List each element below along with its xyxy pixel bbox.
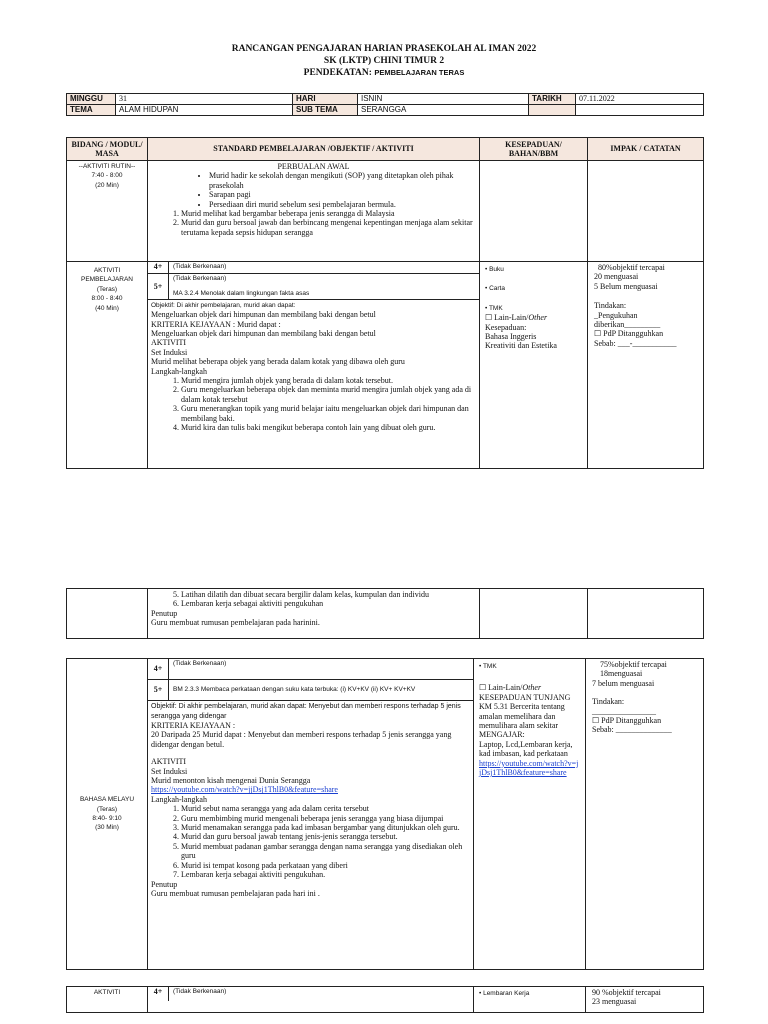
row2-pengukuhan: _Pengukuhan diberikan_________ [594, 310, 661, 330]
row5-impak-2: 23 menguasai [592, 997, 637, 1007]
row4-kriteria-1: 20 Daripada 25 Murid dapat : Menyebut dan memberi respons terhadap 5 jenis serangga yang didengar dengan betul. [151, 730, 452, 749]
row3-penutup-text: Guru membuat rumusan pembelajaran pada harinini. [151, 618, 320, 628]
kes-kesepaduan: Kesepaduan: [485, 322, 527, 332]
row4-steps [151, 804, 470, 879]
row5-lvl4-text: (Tidak Berkenaan) [173, 988, 227, 995]
row4-lvl5: 5+ [148, 680, 169, 701]
col-standard: STANDARD PEMBELAJARAN /OBJEKTIF / AKTIVITI [148, 138, 480, 161]
row4-activity [148, 659, 474, 970]
row4-impak-1: 75%objektif tercapai [600, 660, 667, 669]
list-item: 2. Murid dan guru bersoal jawab dan berbincang mengenai kepentingan menjaga alam sekitar terutama kepada sepsis hidupan serangga [181, 218, 476, 237]
row4-lvl4-text: (Tidak Berkenaan) [169, 659, 474, 680]
row2-impak [588, 262, 704, 469]
list-item: 1. Murid melihat kad bergambar beberapa jenis serangga di Malaysia [181, 209, 476, 218]
row4-tindakan: Tindakan: [592, 697, 625, 707]
row4-body [148, 701, 473, 899]
row4-kes-tmk: • TMK [479, 663, 497, 670]
row2-pdp: ☐ PdP Ditangguhkan [594, 329, 664, 339]
row2-aktiviti: AKTIVITI [151, 338, 187, 348]
row4-kes-lain-label: ☐ Lain-Lain/ [479, 683, 523, 693]
kes-carta: • Carta [485, 285, 505, 293]
col-impak: IMPAK / CATATAN [588, 138, 704, 161]
row3-impak [588, 589, 704, 639]
row4-impak-2: 18menguasai [600, 669, 643, 679]
row3-kesepaduan [480, 589, 588, 639]
row4-kes-tunjang: KESEPADUAN TUNJANG [479, 692, 571, 702]
row1-impak [588, 161, 704, 262]
list-item: 7. Lembaran kerja sebagai aktiviti pengukuhan. [181, 870, 470, 879]
kes-kreativiti: Kreativiti dan Estetika [485, 341, 557, 351]
row5-impak [586, 987, 704, 1013]
row4-set-induksi: Set Induksi [151, 766, 188, 776]
row4-induksi-text: Murid menonton kisah mengenai Dunia Serangga [151, 776, 311, 786]
row2-body [148, 300, 479, 434]
approach-line [0, 68, 768, 78]
row2-kesepaduan [480, 262, 588, 469]
row4-bidang-3: 8:40- 9:10 [92, 815, 122, 822]
minggu-value: 31 [116, 94, 293, 105]
kes-bi: Bahasa Inggeris [485, 332, 537, 342]
row4-impak [586, 659, 704, 970]
minggu-label: MINGGU [67, 94, 116, 105]
row4-impak-3: 7 belum menguasai [592, 678, 655, 688]
tarikh-value: 07.11.2022 [576, 94, 704, 105]
row2-levels [148, 262, 479, 300]
row2-lvl5-cell [169, 274, 480, 300]
row1-bidang [67, 161, 148, 262]
row1-activity [148, 161, 480, 262]
tarikh-label: TARIKH [529, 94, 576, 105]
row2-sebab: Sebab: ___-___________ [594, 338, 677, 348]
row4-bidang [67, 659, 148, 970]
row2-kriteria-1: Mengeluarkan objek dari himpunan dan membilang baki dengan betul [151, 329, 376, 339]
row5-kesepaduan: • Lembaran Kerja [474, 987, 586, 1013]
tema-label: TEMA [67, 105, 116, 116]
row4-kriteria: KRITERIA KEJAYAAN : [151, 721, 236, 730]
row1-title: PERBUALAN AWAL [277, 162, 350, 171]
list-item: • Sarapan pagi [209, 190, 476, 199]
row2-kriteria: KRITERIA KEJAYAAN : Murid dapat : [151, 319, 281, 329]
tema-value: ALAM HIDUPAN [116, 105, 293, 116]
row3-penutup: Penutup [151, 608, 178, 618]
col-bidang: BIDANG / MODUL/ MASA [67, 138, 148, 161]
approach-label: PENDEKATAN: [303, 68, 372, 78]
list-item: 3. Guru menerangkan topik yang murid belajar iaitu mengeluarkan objek dari himpunan dan membilang baki. [181, 404, 476, 423]
list-item: • Murid hadir ke sekolah dengan mengikuti (SOP) yang ditetapkan oleh pihak prasekolah [209, 171, 476, 190]
row2-induksi-text: Murid melihat beberapa objek yang berada dalam kotak yang dibawa oleh guru [151, 357, 405, 367]
list-item: • Persediaan diri murid sebelum sesi pembelajaran bermula. [209, 200, 476, 209]
row4-kes-link[interactable]: https://youtube.com/watch?v=jjDsj1ThlB0&feature=share [479, 758, 579, 778]
row3-steps [151, 590, 476, 609]
row4-kes-bahan: Laptop, Lcd,Lembaran kerja, kad imbasan, kad perkataan [479, 739, 573, 759]
hari-label: HARI [293, 94, 358, 105]
continuation-table [66, 588, 704, 639]
row4-levels [148, 659, 473, 701]
list-item: 2. Guru membimbing murid mengenali beberapa jenis serangga yang biasa dijumpai [181, 814, 470, 823]
kes-lain [485, 313, 582, 322]
row2-objektif-label: Objektif: Di akhir pembelajaran, murid akan dapat: [151, 301, 296, 309]
row4-bidang-1: BAHASA MELAYU [79, 796, 135, 804]
school-name: SK (LKTP) CHINI TIMUR 2 [323, 56, 445, 66]
row2-set-induksi: Set Induksi [151, 347, 188, 357]
meta-blank-2 [576, 105, 704, 116]
row4-line: ________________ [592, 706, 656, 716]
row5-activity [148, 987, 474, 1013]
row4-video-link[interactable]: https://youtube.com/watch?v=jjDsj1ThlB0&feature=share [151, 785, 338, 795]
row2-objektif: Mengeluarkan objek dari himpunan dan membilang baki dengan betul [151, 310, 376, 320]
row2-bidang [67, 262, 148, 469]
row2-activity [148, 262, 480, 469]
row2-lvl4: 4+ [148, 262, 169, 274]
subtema-value: SERANGGA [358, 105, 529, 116]
hari-value: ISNIN [358, 94, 529, 105]
row4-langkah: Langkah-langkah [151, 794, 207, 804]
row2-langkah: Langkah-langkah [151, 366, 207, 376]
row5-impak-1: 90 %objektif tercapai [592, 988, 661, 997]
row4-penutup-text: Guru membuat rumusan pembelajaran pada hari ini . [151, 888, 320, 898]
row2-impak-1: 80%objektif tercapai [598, 263, 665, 272]
row2-lvl5-text1: (Tidak Berkenaan) [173, 275, 227, 282]
row4-kes-lain [479, 683, 580, 692]
row4-aktiviti: AKTIVITI [151, 757, 187, 767]
row4-bidang-2: (Teras) [96, 805, 118, 813]
row4-objektif: Objektif: Di akhir pembelajaran, murid akan dapat: Menyebut dan memberi respons terhadap 5 jenis serangga yang didengar [151, 703, 461, 720]
row2-bidang-1: AKTIVITI PEMBELAJARAN [80, 267, 134, 284]
list-item: 6. Murid isi tempat kosong pada perkataan yang diberi [181, 861, 470, 870]
kes-lain-label: ☐ Lain-Lain/ [485, 313, 529, 323]
row1-bidang-1: --AKTIVITI RUTIN-- [78, 163, 136, 170]
row2-steps [151, 376, 476, 432]
lesson-table [66, 137, 704, 469]
row1-bullets [151, 171, 476, 209]
list-item: 4. Murid kira dan tulis baki mengikut beberapa contoh lain yang dibuat oleh guru. [181, 423, 476, 432]
row3-bidang [67, 589, 148, 639]
doc-title: RANCANGAN PENGAJARAN HARIAN PRASEKOLAH AL IMAN 2022 [231, 44, 537, 54]
row4-lvl4: 4+ [148, 659, 169, 680]
row2-impak-2: 20 menguasai [594, 272, 639, 282]
row5-lvl4: 4+ [148, 987, 169, 1001]
col-kesepaduan: KESEPADUAN/ BAHAN/BBM [480, 138, 588, 161]
list-item: 3. Murid menamakan serangga pada kad imbasan bergambar yang ditunjukkan oleh guru. [181, 823, 470, 832]
next-table [66, 986, 704, 1013]
row4-kesepaduan [474, 659, 586, 970]
row4-sebab: Sebab: ______________ [592, 725, 672, 735]
list-item: 5. Latihan dilatih dan dibuat secara bergilir dalam kelas, kumpulan dan individu [181, 590, 476, 599]
list-item: 1. Murid sebut nama serangga yang ada dalam cerita tersebut [181, 804, 470, 813]
row2-lvl4-text: (Tidak Berkenaan) [169, 262, 480, 274]
row1-bidang-3: (20 Min) [95, 181, 119, 189]
row2-tindakan: Tindakan: [594, 301, 627, 311]
row3-activity [148, 589, 480, 639]
row5-bidang: AKTIVITI [67, 987, 148, 1013]
row4-penutup: Penutup [151, 879, 178, 889]
row2-bidang-3: 8:00 - 8:40 [91, 295, 123, 303]
row1-kesepaduan [480, 161, 588, 262]
kes-tmk: • TMK [485, 304, 503, 312]
list-item: 5. Murid membuat padanan gambar serangga dengan nama serangga yang disediakan oleh guru [181, 842, 470, 861]
meta-table [66, 93, 704, 116]
row4-kes-mengajar: MENGAJAR: [479, 730, 525, 740]
row4-pdp: ☐ PdP Ditangguhkan [592, 716, 662, 726]
row2-lvl5: 5+ [148, 274, 169, 300]
row5-levels [148, 987, 473, 1001]
kes-buku: • Buku [485, 266, 504, 273]
row4-kes-km: KM 5.31 Bercerita tentang amalan memelihara dan memulihara alam sekitar [479, 702, 565, 731]
list-item: 6. Lembaran kerja sebagai aktiviti pengukuhan [181, 599, 476, 608]
row2-lvl5-text2: MA 3.2.4 Menolak dalam lingkungan fakta asas [173, 290, 310, 298]
row1-steps [151, 209, 476, 237]
row4-bidang-4: (30 Min) [95, 824, 119, 832]
meta-blank-1 [529, 105, 576, 116]
list-item: 1. Murid mengira jumlah objek yang berada di dalam kotak tersebut. [181, 376, 476, 385]
row2-bidang-2: (Teras) [96, 285, 118, 293]
list-item: 2. Guru mengeluarkan beberapa objek dan meminta murid mengira jumlah objek yang ada di dalam kotak tersebut [181, 385, 476, 404]
kes-other: Other [528, 313, 548, 323]
row4-lvl5-text: BM 2.3.3 Membaca perkataan dengan suku kata terbuka: (i) KV+KV (ii) KV+ KV+KV [169, 680, 474, 701]
row1-bidang-2: 7:40 - 8:00 [91, 172, 123, 180]
approach-value: PEMBELAJARAN TERAS [374, 68, 465, 77]
subtema-label: SUB TEMA [293, 105, 358, 116]
row4-kes-other: Other [522, 683, 542, 693]
bm-table [66, 658, 704, 970]
row2-impak-3: 5 Belum menguasai [594, 281, 658, 291]
row2-bidang-4: (40 Min) [95, 304, 119, 312]
list-item: 4. Murid dan guru bersoal jawab tentang jenis-jenis serangga tersebut. [181, 832, 470, 841]
